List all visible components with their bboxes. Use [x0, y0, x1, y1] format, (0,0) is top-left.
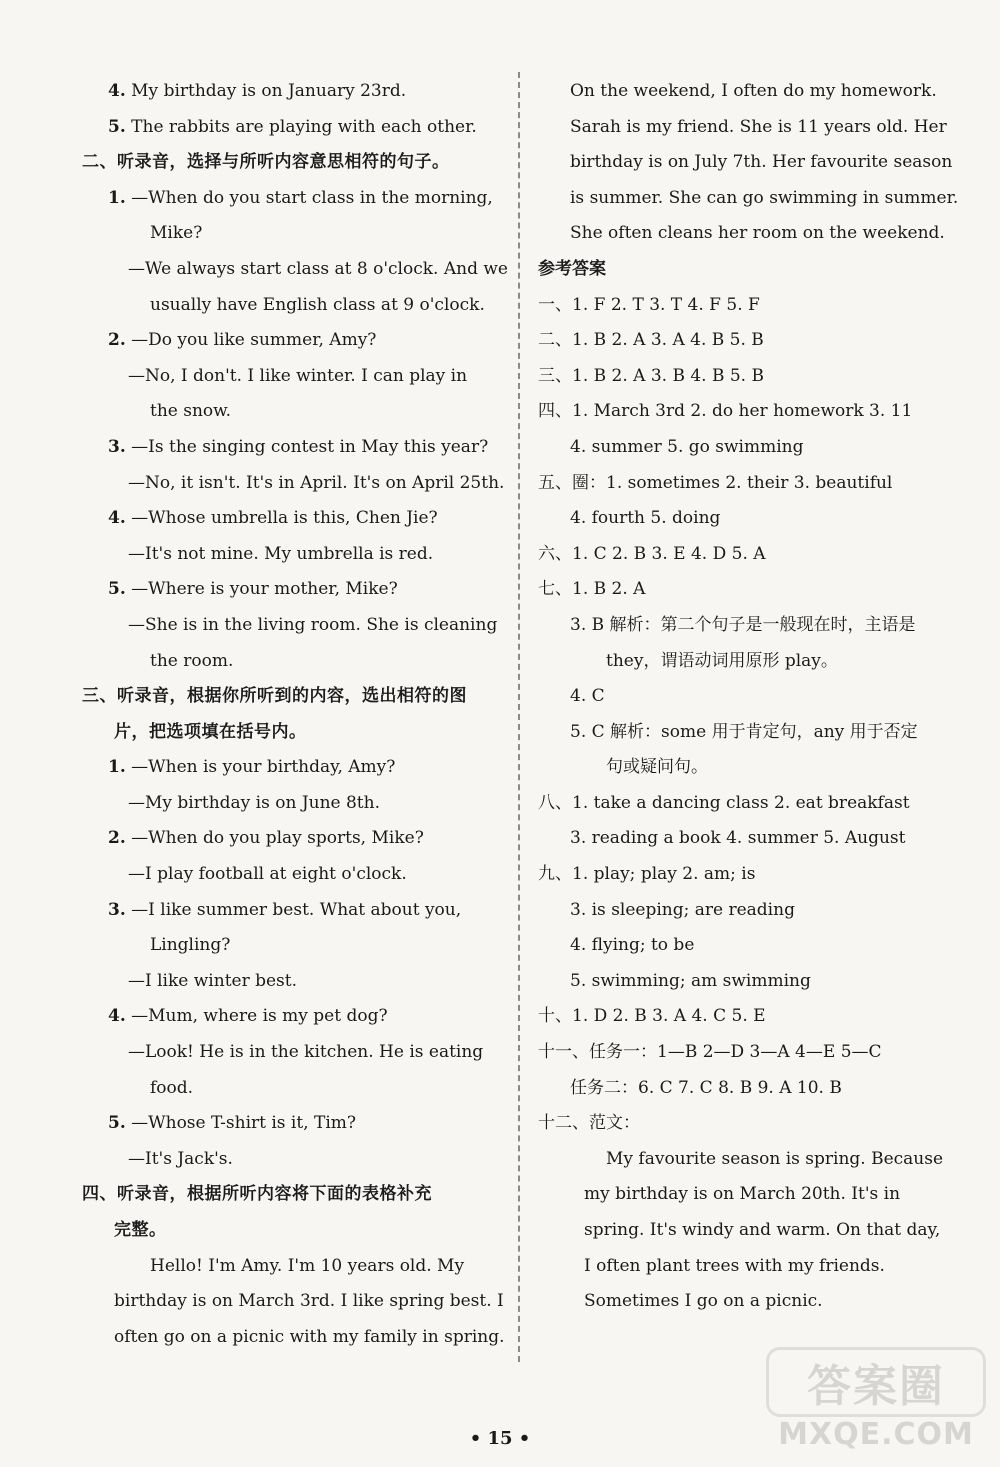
line-text: —Whose umbrella is this, Chen Jie?: [125, 508, 438, 529]
line-text: —We always start class at 8 o'clock. And we: [128, 258, 508, 279]
left-text-line: [82, 679, 522, 715]
right-text-line: [538, 1142, 978, 1178]
line-text: 一、1. F 2. T 3. T 4. F 5. F: [538, 294, 760, 315]
right-text-line: [538, 928, 978, 964]
page-number: • 15 •: [469, 1428, 531, 1449]
left-text-line: [82, 1035, 522, 1071]
line-text: 八、1. take a dancing class 2. eat breakfast: [538, 792, 910, 813]
line-text: my birthday is on March 20th. It's in: [584, 1184, 901, 1205]
line-text: they，谓语动词用原形 play。: [606, 650, 838, 671]
line-text: —Do you like summer, Amy?: [125, 330, 377, 351]
right-column: [538, 74, 978, 1320]
right-text-line: [538, 964, 978, 1000]
line-text: —It's not mine. My umbrella is red.: [128, 543, 434, 564]
item-number: 5.: [108, 116, 126, 137]
line-text: On the weekend, I often do my homework.: [570, 81, 937, 101]
line-text: —Where is your mother, Mike?: [125, 579, 398, 600]
line-text: 4. flying; to be: [570, 935, 695, 956]
right-text-line: [538, 821, 978, 857]
left-text-line: [82, 857, 522, 893]
left-text-line: [82, 928, 522, 964]
line-text: —I like winter best.: [128, 970, 298, 991]
right-text-line: [538, 466, 978, 502]
line-text: 九、1. play; play 2. am; is: [538, 864, 756, 885]
line-text: is summer. She can go swimming in summer.: [570, 187, 959, 208]
left-text-line: [82, 893, 522, 929]
line-text: —My birthday is on June 8th.: [128, 792, 380, 813]
left-text-line: [82, 323, 522, 359]
left-text-line: [82, 252, 522, 288]
line-text: 3. is sleeping; are reading: [570, 899, 795, 920]
right-text-line: [538, 1035, 978, 1071]
watermark-logo: [766, 1347, 986, 1457]
line-text: 3. reading a book 4. summer 5. August: [570, 828, 906, 849]
left-text-line: [82, 821, 522, 857]
right-text-line: [538, 359, 978, 395]
right-text-line: [538, 1249, 978, 1285]
left-text-line: [82, 644, 522, 680]
right-text-line: [538, 181, 978, 217]
item-number: 3.: [108, 899, 126, 920]
line-text: 完整。: [114, 1220, 167, 1240]
right-text-line: [538, 644, 978, 680]
right-text-line: [538, 857, 978, 893]
line-text: 三、听录音，根据你所听到的内容，选出相符的图: [82, 686, 467, 707]
line-text: birthday is on March 3rd. I like spring best. I: [114, 1291, 504, 1312]
line-text: 五、圈：1. sometimes 2. their 3. beautiful: [538, 472, 893, 493]
left-text-line: [82, 1213, 522, 1249]
line-text: 片，把选项填在括号内。: [114, 721, 307, 742]
line-text: —When is your birthday, Amy?: [125, 757, 396, 778]
line-text: She often cleans her room on the weekend.: [570, 223, 945, 244]
right-text-line: [538, 999, 978, 1035]
left-text-line: [82, 1177, 522, 1213]
left-text-line: [82, 501, 522, 537]
left-text-line: [82, 572, 522, 608]
line-text: Sometimes I go on a picnic.: [584, 1291, 823, 1312]
line-text: —Look! He is in the kitchen. He is eating: [128, 1042, 484, 1063]
line-text: —When do you play sports, Mike?: [125, 828, 424, 849]
item-number: 3.: [108, 436, 126, 457]
right-text-line: [538, 216, 978, 252]
item-number: 1.: [108, 757, 126, 778]
left-text-line: [82, 1284, 522, 1320]
line-text: usually have English class at 9 o'clock.: [150, 294, 485, 315]
line-text: —She is in the living room. She is cleaning: [128, 614, 498, 635]
left-text-line: [82, 394, 522, 430]
right-text-line: [538, 394, 978, 430]
left-text-line: [82, 1320, 522, 1356]
right-text-line: [538, 893, 978, 929]
right-text-line: [538, 252, 978, 288]
line-text: —Mum, where is my pet dog?: [125, 1006, 388, 1027]
right-text-line: [538, 715, 978, 751]
line-text: The rabbits are playing with each other.: [125, 116, 477, 137]
left-text-line: [82, 216, 522, 252]
left-text-line: [82, 786, 522, 822]
left-text-line: [82, 1142, 522, 1178]
item-number: 1.: [108, 187, 126, 208]
column-divider: [518, 72, 520, 1362]
line-text: My birthday is on January 23rd.: [125, 81, 407, 101]
line-text: Sarah is my friend. She is 11 years old. Her: [570, 116, 947, 137]
right-text-line: [538, 110, 978, 146]
line-text: 参考答案: [538, 258, 606, 279]
line-text: 4. fourth 5. doing: [570, 508, 721, 529]
left-text-line: [82, 964, 522, 1000]
left-text-line: [82, 110, 522, 146]
right-text-line: [538, 1177, 978, 1213]
line-text: spring. It's windy and warm. On that day,: [584, 1220, 941, 1240]
left-text-line: [82, 750, 522, 786]
line-text: —I play football at eight o'clock.: [128, 864, 407, 885]
left-text-line: [82, 715, 522, 751]
left-text-line: [82, 537, 522, 573]
right-text-line: [538, 608, 978, 644]
right-text-line: [538, 74, 978, 110]
left-column: [82, 74, 522, 1355]
right-text-line: [538, 572, 978, 608]
left-text-line: [82, 181, 522, 217]
line-text: I often plant trees with my friends.: [584, 1255, 885, 1276]
line-text: the room.: [150, 650, 234, 671]
line-text: 二、听录音，选择与所听内容意思相符的句子。: [82, 152, 450, 173]
line-text: 二、1. B 2. A 3. A 4. B 5. B: [538, 330, 764, 351]
item-number: 4.: [108, 1006, 126, 1027]
line-text: birthday is on July 7th. Her favourite season: [570, 152, 953, 173]
right-text-line: [538, 750, 978, 786]
right-text-line: [538, 288, 978, 324]
line-text: 十一、任务一：1—B 2—D 3—A 4—E 5—C: [538, 1042, 882, 1063]
line-text: 四、1. March 3rd 2. do her homework 3. 11: [538, 401, 913, 422]
line-text: 任务二：6. C 7. C 8. B 9. A 10. B: [570, 1077, 842, 1098]
item-number: 4.: [108, 81, 126, 101]
left-text-line: [82, 466, 522, 502]
right-text-line: [538, 679, 978, 715]
right-text-line: [538, 1106, 978, 1142]
right-text-line: [538, 1284, 978, 1320]
right-text-line: [538, 537, 978, 573]
left-text-line: [82, 288, 522, 324]
item-number: 4.: [108, 508, 126, 529]
watermark-text-top: 答案圈: [766, 1347, 986, 1417]
right-text-line: [538, 430, 978, 466]
item-number: 5.: [108, 579, 126, 600]
line-text: 4. summer 5. go swimming: [570, 436, 804, 457]
line-text: Mike?: [150, 223, 203, 244]
line-text: —Is the singing contest in May this year?: [125, 436, 489, 457]
right-text-line: [538, 1071, 978, 1107]
line-text: —I like summer best. What about you,: [125, 899, 462, 920]
line-text: the snow.: [150, 401, 232, 422]
left-text-line: [82, 1071, 522, 1107]
line-text: —No, I don't. I like winter. I can play in: [128, 365, 468, 386]
line-text: 5. C 解析：some 用于肯定句，any 用于否定: [570, 721, 918, 742]
left-text-line: [82, 608, 522, 644]
line-text: 四、听录音，根据所听内容将下面的表格补充: [82, 1184, 432, 1205]
item-number: 2.: [108, 828, 126, 849]
line-text: —When do you start class in the morning,: [125, 187, 493, 208]
line-text: often go on a picnic with my family in spring.: [114, 1326, 505, 1347]
left-text-line: [82, 1249, 522, 1285]
line-text: 三、1. B 2. A 3. B 4. B 5. B: [538, 365, 764, 386]
line-text: 十二、范文：: [538, 1113, 640, 1134]
watermark-text-bottom: MXQE.COM: [778, 1417, 974, 1452]
line-text: 七、1. B 2. A: [538, 579, 646, 600]
line-text: —It's Jack's.: [128, 1148, 233, 1169]
line-text: 4. C: [570, 686, 605, 707]
left-text-line: [82, 74, 522, 110]
left-text-line: [82, 1106, 522, 1142]
line-text: Hello! I'm Amy. I'm 10 years old. My: [150, 1255, 465, 1276]
right-text-line: [538, 501, 978, 537]
line-text: 3. B 解析：第二个句子是一般现在时，主语是: [570, 614, 916, 635]
line-text: —No, it isn't. It's in April. It's on April 25th.: [128, 472, 505, 493]
line-text: —Whose T-shirt is it, Tim?: [125, 1113, 357, 1134]
left-text-line: [82, 430, 522, 466]
right-text-line: [538, 1213, 978, 1249]
left-text-line: [82, 145, 522, 181]
right-text-line: [538, 145, 978, 181]
right-text-line: [538, 786, 978, 822]
right-text-line: [538, 323, 978, 359]
line-text: 句或疑问句。: [606, 757, 708, 778]
line-text: My favourite season is spring. Because: [606, 1148, 944, 1169]
line-text: Lingling?: [150, 935, 231, 956]
item-number: 2.: [108, 330, 126, 351]
line-text: food.: [150, 1077, 194, 1098]
line-text: 六、1. C 2. B 3. E 4. D 5. A: [538, 543, 766, 564]
line-text: 十、1. D 2. B 3. A 4. C 5. E: [538, 1006, 766, 1027]
line-text: 5. swimming; am swimming: [570, 970, 811, 991]
item-number: 5.: [108, 1113, 126, 1134]
left-text-line: [82, 999, 522, 1035]
left-text-line: [82, 359, 522, 395]
